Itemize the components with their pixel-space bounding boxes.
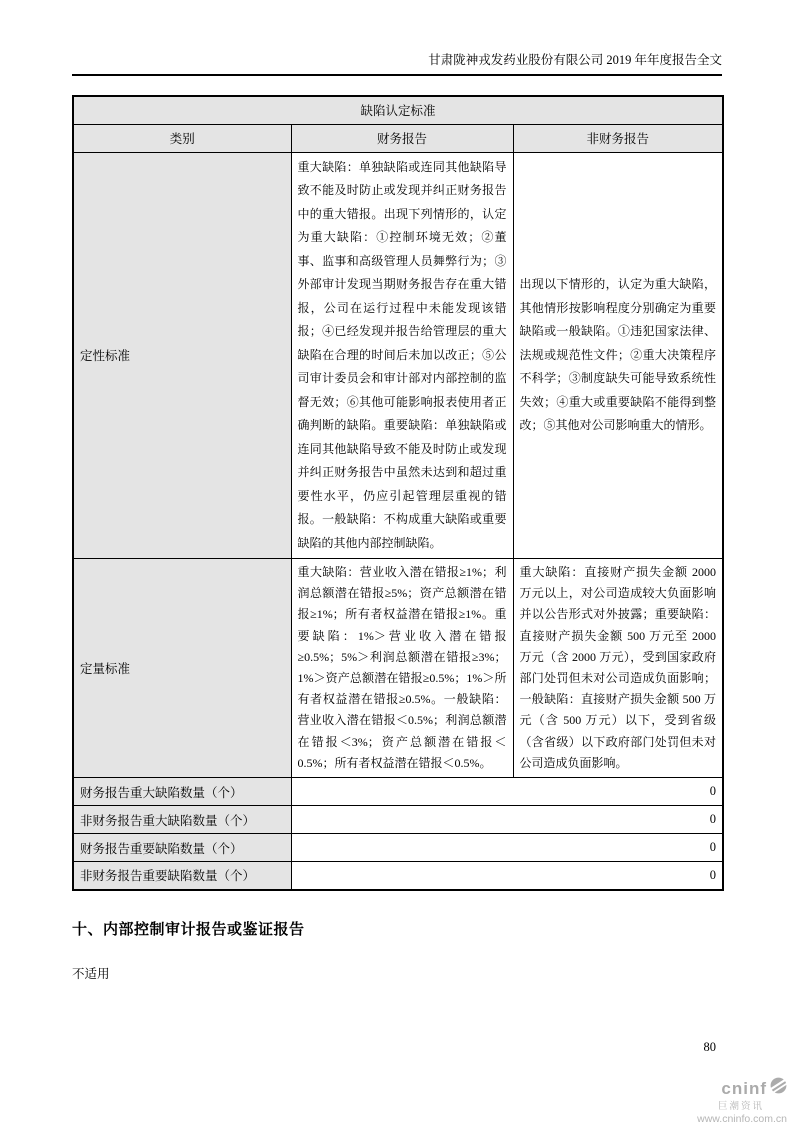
cninfo-chinese-name: 巨潮资讯 [717, 1101, 764, 1112]
count-row-label: 非财务报告重大缺陷数量（个） [73, 806, 291, 834]
count-row-label: 财务报告重大缺陷数量（个） [73, 778, 291, 806]
cninfo-swoosh-icon [769, 1076, 788, 1100]
table-row-non-financial-major-defects [73, 806, 723, 834]
col-header-non-financial-report: 非财务报告 [513, 124, 723, 152]
cninfo-logo [678, 1076, 788, 1122]
count-row-label: 非财务报告重要缺陷数量（个） [73, 862, 291, 890]
qualitative-financial-text: 重大缺陷：单独缺陷或连同其他缺陷导致不能及时防止或发现并纠正财务报告中的重大错报。出现下列情形的，认定为重大缺陷：①控制环境无效；②董事、监事和高级管理人员舞弊行为；③外部审计发现当期财务报告存在重大错报，公司在运行过程中未能发现该错报；④已经发现并报告给管理层的重大缺陷在合理的时间后未加以改正；⑤公司审计委员会和审计部对内部控制的监督无效；⑥其他可能影响报表使用者正确判断的缺陷。重要缺陷：单独缺陷或连同其他缺陷导致不能及时防止或发现并纠正财务报告中虽然未达到和超过重要性水平，仍应引起管理层重视的错报。一般缺陷：不构成重大缺陷或重要缺陷的其他内部控制缺陷。 [291, 152, 513, 559]
doc-header-title: 甘肃陇神戎发药业股份有限公司 2019 年年度报告全文 [428, 53, 722, 67]
table-column-header-row [73, 124, 723, 152]
count-row-value: 0 [291, 806, 723, 834]
quantitative-non-financial-text: 重大缺陷：直接财产损失金额 2000 万元以上，对公司造成较大负面影响并以公告形式对外披露；重要缺陷：直接财产损失金额 500 万元至 2000 万元（含 2000 万元），受到国家政府部门处罚但未对公司造成负面影响；一般缺陷：直接财产损失金额 500 万元（含 500 万元）以下，受到省级（含省级）以下政府部门处罚但未对公司造成负面影响。 [513, 559, 723, 778]
section-body: 不适用 [72, 966, 110, 981]
table-row-financial-important-defects [73, 834, 723, 862]
table-title: 缺陷认定标准 [73, 96, 723, 124]
count-row-value: 0 [291, 834, 723, 862]
row-label-qualitative: 定性标准 [73, 152, 291, 559]
cninfo-url: www.cninfo.com.cn [697, 1113, 787, 1122]
section-heading: 十、内部控制审计报告或鉴证报告 [72, 921, 305, 938]
cninfo-logo-row [678, 1076, 788, 1100]
doc-header [72, 0, 722, 76]
table-row-quantitative [73, 559, 723, 778]
row-label-quantitative: 定量标准 [73, 559, 291, 778]
table-row-non-financial-important-defects [73, 862, 723, 890]
table-row-qualitative [73, 152, 723, 559]
cninfo-brand-text: cninf [721, 1078, 767, 1098]
page-number: 80 [703, 1040, 716, 1054]
col-header-category: 类别 [73, 124, 291, 152]
count-row-label: 财务报告重要缺陷数量（个） [73, 834, 291, 862]
qualitative-non-financial-text: 出现以下情形的，认定为重大缺陷，其他情形按影响程度分别确定为重要缺陷或一般缺陷。①违犯国家法律、法规或规范性文件；②重大决策程序不科学；③制度缺失可能导致系统性失效；④重大或重要缺陷不能得到整改；⑤其他对公司影响重大的情形。 [513, 152, 723, 559]
quantitative-financial-text: 重大缺陷：营业收入潜在错报≥1%；利润总额潜在错报≥5%；资产总额潜在错报≥1%；所有者权益潜在错报≥1%。重要缺陷：1%＞营业收入潜在错报≥0.5%；5%＞利润总额潜在错报≥3%；1%＞资产总额潜在错报≥0.5%；1%＞所有者权益潜在错报≥0.5%。一般缺陷：营业收入潜在错报＜0.5%；利润总额潜在错报＜3%；资产总额潜在错报＜0.5%；所有者权益潜在错报＜0.5%。 [291, 559, 513, 778]
count-row-value: 0 [291, 862, 723, 890]
defect-standards-table [72, 95, 724, 891]
count-row-value: 0 [291, 778, 723, 806]
table-title-row [73, 96, 723, 124]
table-row-financial-major-defects [73, 778, 723, 806]
col-header-financial-report: 财务报告 [291, 124, 513, 152]
content-area [72, 0, 722, 982]
